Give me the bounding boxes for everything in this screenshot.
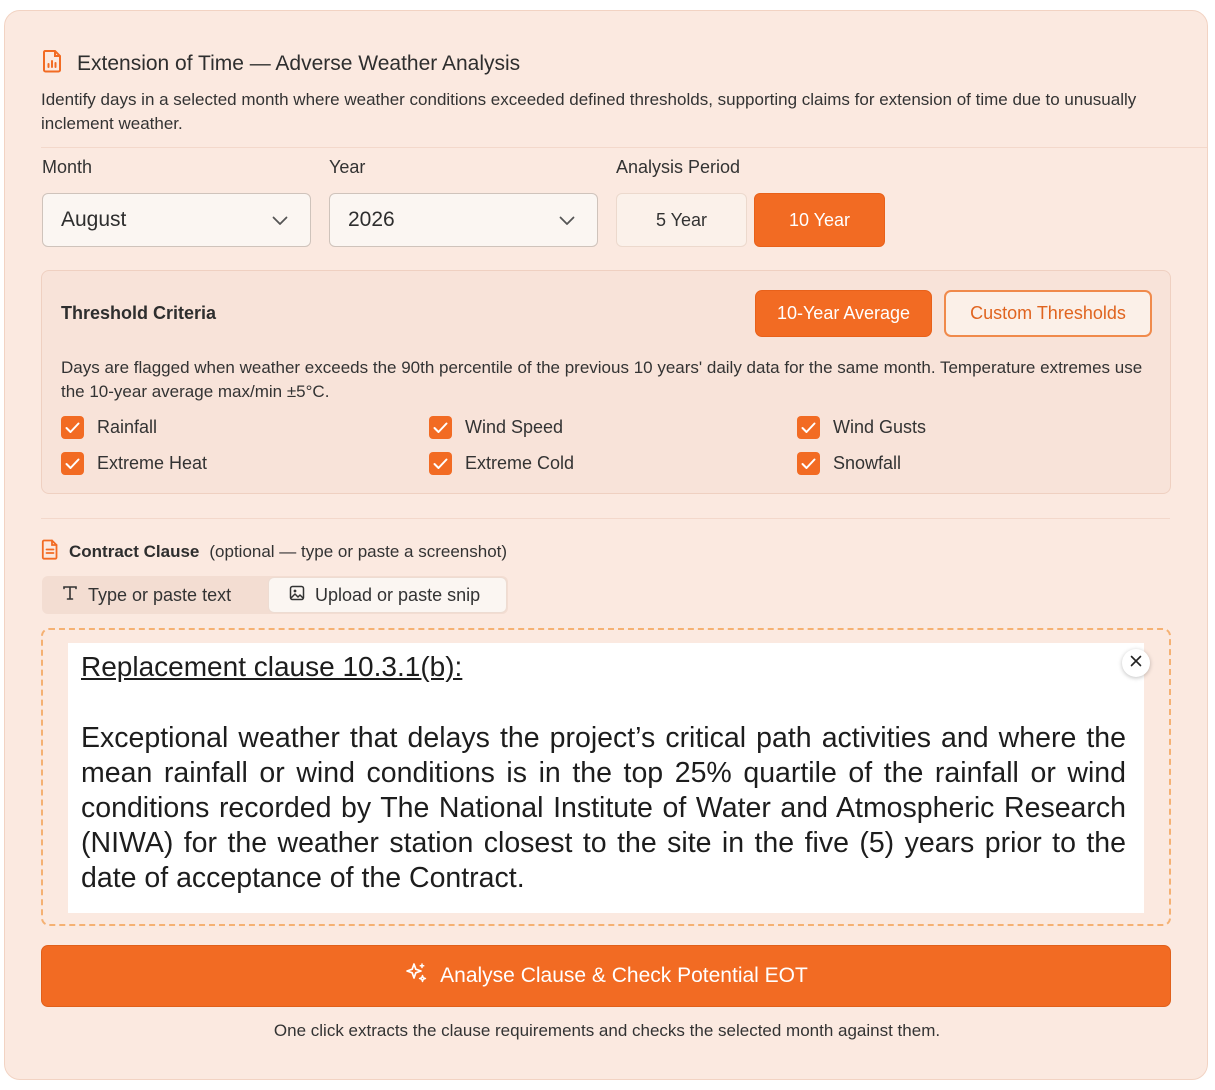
criteria-label: Extreme Heat xyxy=(97,453,208,473)
snip-title: Replacement clause 10.3.1(b): xyxy=(81,651,463,682)
checkbox-checked-icon[interactable] xyxy=(797,416,820,439)
period-5-year-button[interactable]: 5 Year xyxy=(616,193,747,247)
criteria-label: Snowfall xyxy=(833,453,902,473)
analyse-button-label: Analyse Clause & Check Potential EOT xyxy=(440,964,808,987)
page-title: Extension of Time — Adverse Weather Analysis xyxy=(77,52,521,75)
page-description: Identify days in a selected month where weather conditions exceeded defined thresholds, supporting claims for extension of time due to unusually inclement weather. xyxy=(41,90,1137,133)
document-icon xyxy=(41,539,59,565)
threshold-criteria-panel xyxy=(41,270,1171,494)
year-label: Year xyxy=(329,157,366,177)
ten-year-average-button[interactable]: 10-Year Average xyxy=(755,290,932,337)
checkbox-checked-icon[interactable] xyxy=(429,416,452,439)
custom-thresholds-button[interactable]: Custom Thresholds xyxy=(944,290,1152,337)
month-label: Month xyxy=(42,157,93,177)
tab-upload-snip-label: Upload or paste snip xyxy=(315,584,481,605)
checkbox-checked-icon[interactable] xyxy=(61,416,84,439)
chevron-down-icon xyxy=(559,208,575,232)
criteria-rainfall[interactable] xyxy=(61,416,157,439)
year-value: 2026 xyxy=(348,208,395,231)
period-label: Analysis Period xyxy=(616,157,741,177)
snip-body: Exceptional weather that delays the project’s critical path activities and where the mean rainfall or wind conditions is in the top 25% quartile of the rainfall or wind conditions recorded by The National Institute of Water and Atmospheric Research (NIWA) for the weather station closest to the site in the five (5) years prior to the date of acceptance of the Contract. xyxy=(81,722,1126,894)
text-icon xyxy=(62,585,78,606)
section-divider xyxy=(41,518,1170,519)
clause-title: Contract Clause xyxy=(69,542,200,561)
criteria-snowfall[interactable] xyxy=(797,452,901,475)
month-select[interactable] xyxy=(42,193,311,247)
checkbox-checked-icon[interactable] xyxy=(429,452,452,475)
snip-dropzone[interactable] xyxy=(41,628,1171,926)
criteria-label: Extreme Cold xyxy=(465,453,575,473)
header-divider xyxy=(41,147,1207,148)
analyse-help-text: One click extracts the clause requirements and checks the selected month against them. xyxy=(273,1021,941,1040)
criteria-label: Rainfall xyxy=(97,417,158,437)
period-10-year-button[interactable]: 10 Year xyxy=(754,193,885,247)
remove-snip-button[interactable] xyxy=(1122,649,1150,677)
image-icon xyxy=(289,585,305,606)
criteria-label: Wind Gusts xyxy=(833,417,927,437)
tab-upload-snip[interactable] xyxy=(268,577,507,613)
tab-type-text[interactable] xyxy=(42,577,266,613)
month-value: August xyxy=(61,208,127,231)
criteria-wind-speed[interactable] xyxy=(429,416,563,439)
checkbox-checked-icon[interactable] xyxy=(797,452,820,475)
threshold-title: Threshold Criteria xyxy=(61,303,217,323)
checkbox-checked-icon[interactable] xyxy=(61,452,84,475)
clause-header xyxy=(41,539,507,565)
criteria-label: Wind Speed xyxy=(465,417,564,437)
analyse-clause-button[interactable] xyxy=(41,945,1171,1007)
criteria-extreme-heat[interactable] xyxy=(61,452,207,475)
report-icon xyxy=(41,49,63,79)
header xyxy=(41,49,520,79)
eot-analysis-card xyxy=(4,10,1208,1080)
year-select[interactable] xyxy=(329,193,598,247)
criteria-extreme-cold[interactable] xyxy=(429,452,574,475)
tab-type-text-label: Type or paste text xyxy=(88,584,232,605)
clause-input-tabs xyxy=(42,576,508,614)
close-icon xyxy=(1130,654,1142,672)
clause-hint: (optional — type or paste a screenshot) xyxy=(209,542,508,561)
criteria-wind-gusts[interactable] xyxy=(797,416,926,439)
threshold-description: Days are flagged when weather exceeds the 90th percentile of the previous 10 years' daily data for the same month. Temperature extremes use the 10-year average max/min ±5°C. xyxy=(61,358,1143,401)
chevron-down-icon xyxy=(272,208,288,232)
sparkles-icon xyxy=(404,961,428,991)
clause-snip-image xyxy=(68,643,1144,913)
